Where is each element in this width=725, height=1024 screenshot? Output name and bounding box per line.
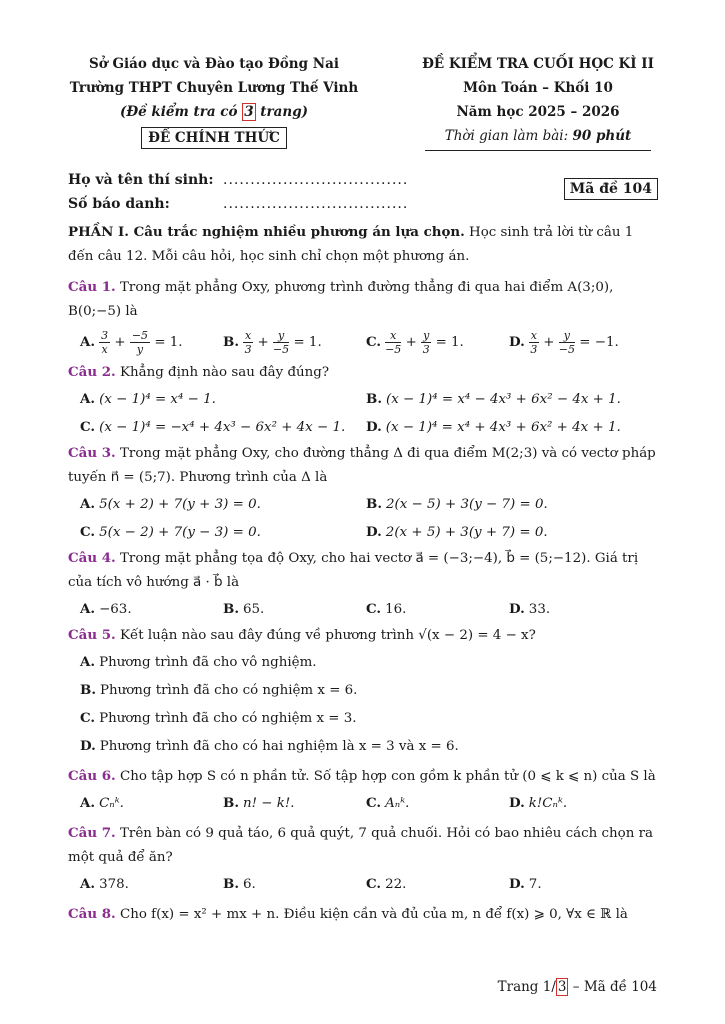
option-a[interactable]: A. 378. xyxy=(80,876,129,892)
option-b[interactable]: B. n! − k!. xyxy=(223,795,295,811)
subject-grade: Môn Toán – Khối 10 xyxy=(463,80,613,96)
school-name: Trường THPT Chuyên Lương Thế Vinh xyxy=(69,80,359,96)
question-4: Câu 4. Trong mặt phẳng tọa độ Oxy, cho hai vectơ a⃗ = (−3;−4), b⃗ = (5;−12). Giá trị của tích vô hướng a⃗ · b⃗ là xyxy=(68,550,639,590)
question-8: Câu 8. Cho f(x) = x² + mx + n. Điều kiện cần và đủ của m, n để f(x) ⩾ 0, ∀x ∈ ℝ là xyxy=(68,906,628,922)
candidate-name-blank: .................................. xyxy=(223,172,409,188)
question-5: Câu 5. Kết luận nào sau đây đúng về phương trình √(x − 2) = 4 − x? xyxy=(68,627,536,643)
option-d[interactable]: D. $\frac{x}{3}$ + $\frac{y}{-5}$ = −1. xyxy=(509,329,619,356)
question-2: Câu 2. Khẳng định nào sau đây đúng? xyxy=(68,364,330,380)
school-info xyxy=(68,52,360,148)
option-a[interactable]: A. 5(x + 2) + 7(y + 3) = 0. xyxy=(80,496,261,512)
school-year: Năm học 2025 – 2026 xyxy=(456,104,620,120)
exam-title: ĐỀ KIỂM TRA CUỐI HỌC KÌ II xyxy=(422,56,654,72)
exam-code-box: Mã đề 104 xyxy=(564,178,658,200)
candidate-id-label: Số báo danh: xyxy=(68,196,170,212)
option-b[interactable]: B. 65. xyxy=(223,601,265,617)
option-c[interactable]: C. (x − 1)⁴ = −x⁴ + 4x³ − 6x² + 4x − 1. xyxy=(80,419,346,435)
option-b[interactable]: B. $\frac{x}{3}$ + $\frac{y}{-5}$ = 1. xyxy=(223,329,322,356)
exam-body xyxy=(68,220,658,927)
candidate-info xyxy=(68,168,658,216)
question-2-options-row1 xyxy=(80,385,658,413)
option-c[interactable]: C. 16. xyxy=(366,601,407,617)
option-b[interactable]: B. Phương trình đã cho có nghiệm x = 6. xyxy=(80,682,358,698)
candidate-id-blank: .................................. xyxy=(223,196,409,212)
exam-duration: Thời gian làm bài: 90 phút xyxy=(425,124,652,151)
option-d[interactable]: D. k!Cₙᵏ. xyxy=(509,795,568,811)
page-count-highlight: 3 xyxy=(244,104,254,120)
option-c[interactable]: C. Aₙᵏ. xyxy=(366,795,410,811)
question-2-options-row2 xyxy=(80,413,658,441)
question-label: Câu 5. xyxy=(68,627,116,643)
question-label: Câu 7. xyxy=(68,825,116,841)
option-a[interactable]: A. (x − 1)⁴ = x⁴ − 1. xyxy=(80,391,216,407)
question-7: Câu 7. Trên bàn có 9 quả táo, 6 quả quýt, 7 quả chuối. Hỏi có bao nhiêu cách chọn ra một quả để ăn? xyxy=(68,825,653,865)
option-a[interactable]: A. −63. xyxy=(80,601,132,617)
option-c[interactable]: C. Phương trình đã cho có nghiệm x = 3. xyxy=(80,710,357,726)
question-label: Câu 2. xyxy=(68,364,116,380)
option-d[interactable]: D. (x − 1)⁴ = x⁴ + 4x³ + 6x² + 4x + 1. xyxy=(366,419,621,435)
option-c[interactable]: C. $\frac{x}{-5}$ + $\frac{y}{3}$ = 1. xyxy=(366,329,464,356)
option-b[interactable]: B. 2(x − 5) + 3(y − 7) = 0. xyxy=(366,496,548,512)
exam-header xyxy=(68,52,658,152)
option-d[interactable]: D. 33. xyxy=(509,601,551,617)
question-6-options xyxy=(80,789,658,817)
option-d[interactable]: D. 7. xyxy=(509,876,542,892)
option-d[interactable]: D. 2(x + 5) + 3(y + 7) = 0. xyxy=(366,524,548,540)
question-1-options xyxy=(80,324,658,360)
exam-info xyxy=(418,52,658,148)
question-7-options xyxy=(80,870,658,898)
question-label: Câu 6. xyxy=(68,768,116,784)
question-label: Câu 8. xyxy=(68,906,116,922)
page-count-note: (Đề kiểm tra có 3 trang) xyxy=(119,104,309,120)
question-label: Câu 3. xyxy=(68,445,116,461)
question-label: Câu 1. xyxy=(68,279,116,295)
part-one-title: PHẦN I. Câu trắc nghiệm nhiều phương án lựa chọn. xyxy=(68,224,465,240)
option-c[interactable]: C. 5(x − 2) + 7(y − 3) = 0. xyxy=(80,524,261,540)
department-name: Sở Giáo dục và Đào tạo Đồng Nai xyxy=(89,56,339,72)
option-a[interactable]: A. Cₙᵏ. xyxy=(80,795,124,811)
option-c[interactable]: C. 22. xyxy=(366,876,407,892)
option-a[interactable]: A. Phương trình đã cho vô nghiệm. xyxy=(80,654,317,670)
question-1: Câu 1. Trong mặt phẳng Oxy, phương trình đường thẳng đi qua hai điểm A(3;0), B(0;−5) là xyxy=(68,279,614,319)
candidate-name-label: Họ và tên thí sinh: xyxy=(68,172,214,188)
official-exam-stamp: ĐỀ CHÍNH THỨC xyxy=(141,127,287,149)
question-3-options-row2 xyxy=(80,518,658,546)
question-label: Câu 4. xyxy=(68,550,116,566)
option-d[interactable]: D. Phương trình đã cho có hai nghiệm là x = 3 và x = 6. xyxy=(80,738,459,754)
option-b[interactable]: B. 6. xyxy=(223,876,256,892)
exam-page xyxy=(68,0,658,1024)
part-one-intro: PHẦN I. Câu trắc nghiệm nhiều phương án lựa chọn. Học sinh trả lời từ câu 1 đến câu 12. Mỗi câu hỏi, học sinh chỉ chọn một phương án. xyxy=(68,224,634,264)
question-3: Câu 3. Trong mặt phẳng Oxy, cho đường thẳng Δ đi qua điểm M(2;3) và có vectơ pháp tuyến n⃗ = (5;7). Phương trình của Δ là xyxy=(68,445,656,485)
question-3-options-row1 xyxy=(80,490,658,518)
question-4-options xyxy=(80,595,658,623)
option-a[interactable]: A. $\frac{3}{x}$ + $\frac{-5}{y}$ = 1. xyxy=(80,329,183,356)
option-b[interactable]: B. (x − 1)⁴ = x⁴ − 4x³ + 6x² − 4x + 1. xyxy=(366,391,621,407)
page-footer: Trang 1/ 3 – Mã đề 104 xyxy=(497,979,657,995)
page-total-highlight: 3 xyxy=(557,979,567,995)
question-6: Câu 6. Cho tập hợp S có n phần tử. Số tập hợp con gồm k phần tử (0 ⩽ k ⩽ n) của S là xyxy=(68,768,656,784)
